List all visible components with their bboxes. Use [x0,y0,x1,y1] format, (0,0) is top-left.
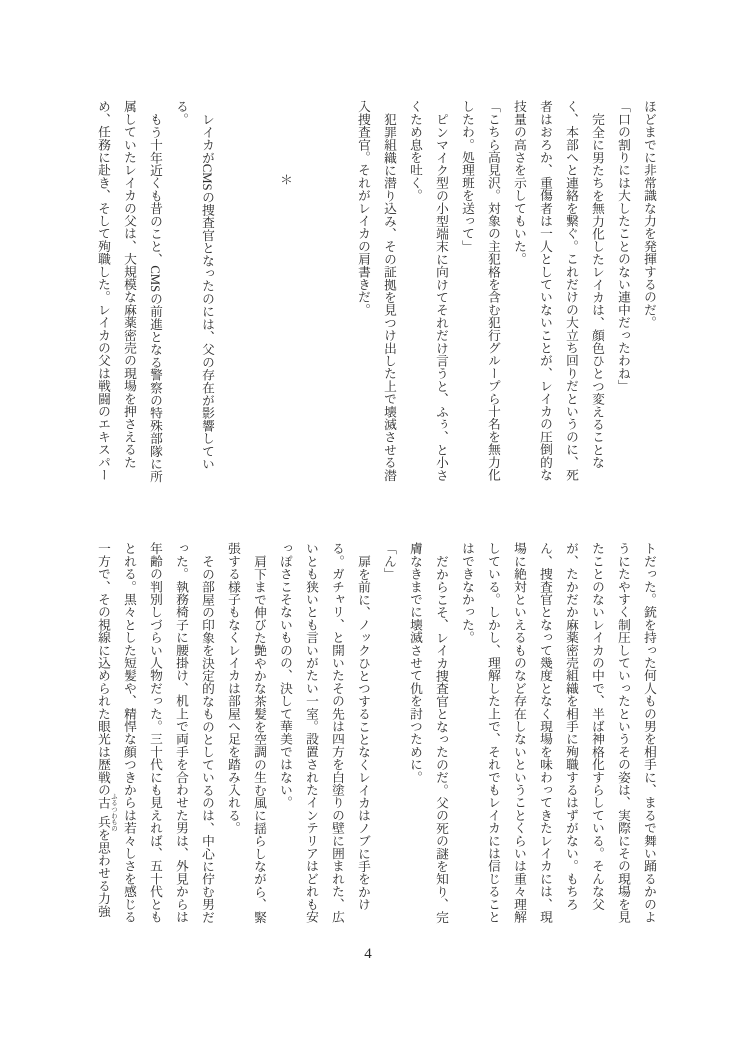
paragraph: トだった。銃を持った何人もの男を相手に、まるで舞い踊るかのようにたやすく制圧していったというその姿は、実際にその現場を見たことのないレイカの中で、半ば神格化すらしている。そんな父が、たかだか麻薬密売組織を相手に殉職するはずがない。もちろん、捜査官となって幾度となく現場を味わってきたレイカには、現場に絶対といえるものなど存在しないということくらいは重々理解している。しかし、理解した上で、それでもレイカには信じることはできなかった。 [460,542,656,923]
text-block-top [90,100,662,483]
paragraph: レイカがCMSの捜査官となったのには、父の存在が影響している。 [174,100,214,470]
paragraph: 扉を前に、ノックひとつすることなくレイカはノブに手をかける。ガチャリ、と開いたその先は四方を白塗りの壁に囲まれた、広いとも狭いとも言いがたい一室。設置されたインテリアはどれも安っぽさこそないものの、決して華美ではない。 [278,542,370,923]
paragraph: 「ん」 [382,542,396,581]
page-number: 4 [364,946,372,962]
paragraph: その部屋の印象を決定的なものとしているのは、中心に佇む男だった。執務椅子に腰掛け、机上で両手を合わせた男は、外見からは年齢の判別しづらい人物だった。三十代にも見えれば、五十代ともとれる。黒々とした短髪や、精悍な顔つきからは若々しさを感じる一方で、その視線に込められた眼光は歴戦の古兵 ふるつわものを思わせる力強 [96,542,214,923]
furigana-ruby: 古兵 ふるつわもの [96,793,117,832]
paragraph: 「こちら高見沢。対象の主犯格を含む犯行グループら十名を無力化したわ。処理班を送って」 [460,100,500,481]
paragraph: 完全に男たちを無力化したレイカは、顔色ひとつ変えることなく、本部へと連絡を繋ぐ。これだけの大立ち回りだというのに、死者はおろか、重傷者は一人としていないことが、レイカの圧倒的な技量の高さを示してもいた。 [512,100,604,481]
paragraph: 肩下まで伸びた艶やかな茶髪を空調の生む風に揺らしながら、緊張する様子もなくレイカは部屋へ足を踏み入れる。 [226,542,266,923]
paragraph: 「口の割りには大したことのない連中だったわね」 [616,100,630,393]
text-block-bottom [90,542,662,925]
paragraph: ほどまでに非常識な力を発揮するのだ。 [642,100,656,329]
paragraph: だからこそ、レイカ捜査官となったのだ。父の死の謎を知り、完膚なきまでに壊滅させて仇を討つために。 [408,542,448,923]
paragraph: 犯罪組織に潜り込み、その証拠を見つけ出した上で壊滅させる潜入捜査官。それがレイカの肩書きだ。 [356,100,396,481]
section-separator: ＊ [278,173,292,186]
paragraph: もう十年近くも昔のこと、CMSの前進となる警察の特殊部隊に所属していたレイカの父は、大規模な麻薬密売の現場を押さえるため、任務に赴き、そして殉職した。レイカの父は戦闘のエキスパー [96,100,162,483]
paragraph: ピンマイク型の小型端末に向けてそれだけ言うと、ふぅ、と小さくため息を吐く。 [408,100,448,481]
